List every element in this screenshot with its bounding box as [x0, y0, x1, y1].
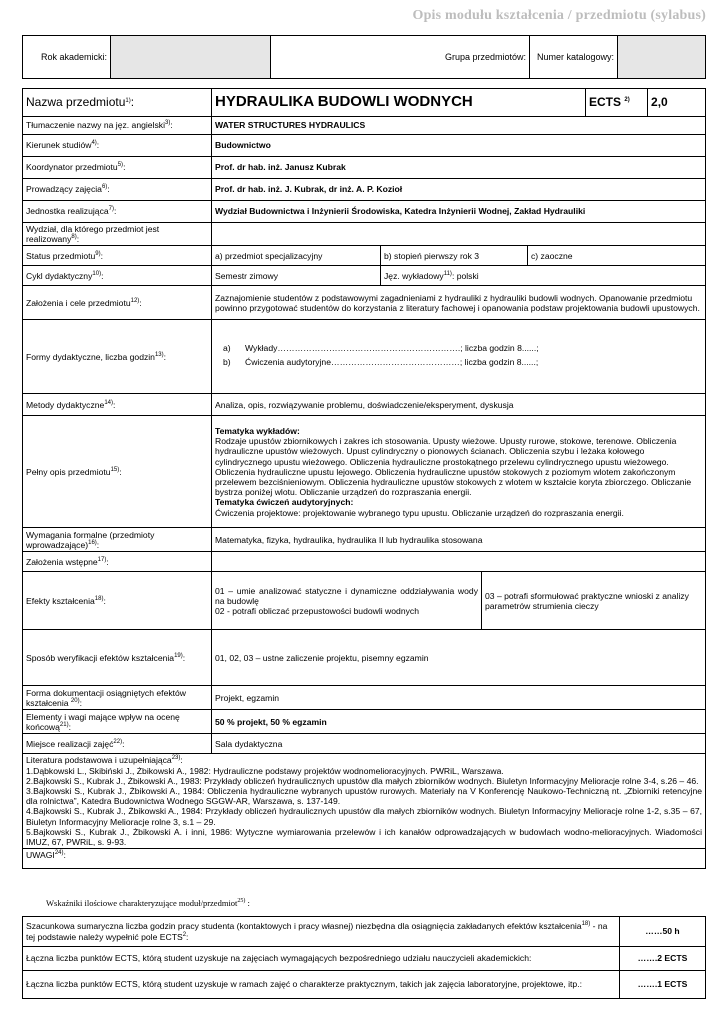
- opis-wyklady-heading: Tematyka wykładów:: [215, 425, 300, 436]
- nazwa-przedmiotu-label: Nazwa przedmiotu$^{1)}$:: [23, 89, 212, 117]
- efekty-left: 01 – umie analizować statyczne i dynamiczne oddziaływania wody na budowlę 02 - potrafi obliczać przepustowości budowli wodnych: [212, 572, 482, 630]
- efekty-right: 03 – potrafi sformułować praktyczne wnioski z analizy parametrów strumienia cieczy: [482, 572, 706, 630]
- wskaznik-godziny-value: ……50 h: [620, 917, 706, 947]
- ects-value: 2,0: [648, 89, 706, 117]
- opis-cwiczenia-heading: Tematyka ćwiczeń audytoryjnych:: [215, 497, 354, 508]
- literatura-item: 5.Bajkowski S., Kubrak J., Żbikowski A. i inni, 1986: Wytyczne wymiarowania przelewów i ich kanałów odprowadzających w budowlach wodno-melioracyjnych. Wiadomości IMUZ, 67, PWRiL, s. 9-93.: [26, 826, 703, 848]
- status-a: a) przedmiot specjalizacyjny: [212, 246, 381, 266]
- literatura-item: 1.Dąbkowski L., Skibiński J., Żbikowski A., 1982: Hydrauliczne podstawy projektów wodnomelioracyjnych. PWRiL, Warszawa.: [26, 765, 504, 776]
- forma-value: Projekt, egzamin: [212, 686, 706, 710]
- wymagania-label: Wymagania formalne (przedmioty wprowadzające)$^{16)}$:: [23, 528, 212, 552]
- wskaznik-ects-praktyczne-value: …….1 ECTS: [620, 971, 706, 999]
- status-label: Status przedmiotu$^{9)}$:: [23, 246, 212, 266]
- zalozenia-value: Zaznajomienie studentów z podstawowymi zagadnieniami z hydrauliki z hydrauliki budowli wodnych. Opanowanie przedmiotu powinno przygotować studentów do korzystania z literatury fachowej i opanowania podstaw projektowania budowli upustowych.: [212, 286, 706, 320]
- grupa-przedmiotow-label: Grupa przedmiotów:: [271, 36, 530, 79]
- tlumaczenie-value: WATER STRUCTURES HYDRAULICS: [212, 117, 706, 135]
- rok-akademicki-label: Rok akademicki:: [23, 36, 111, 79]
- rok-akademicki-field[interactable]: [111, 36, 271, 79]
- literatura-label: Literatura podstawowa i uzupełniająca$^{23)}$:: [26, 755, 183, 766]
- koordynator-label: Koordynator przedmiotu$^{5)}$:: [23, 157, 212, 179]
- elementy-label: Elementy i wagi mające wpływ na ocenę końcową$^{21)}$:: [23, 710, 212, 734]
- formy-item-cwiczenia: b) Ćwiczenia audytoryjne………………………………………; liczba godzin 8......;: [223, 356, 539, 367]
- prowadzacy-label: Prowadzący zajęcia$^{6)}$:: [23, 179, 212, 201]
- sposob-label: Sposób weryfikacji efektów kształcenia$^{19)}$:: [23, 630, 212, 686]
- syllabus-table: [22, 88, 706, 869]
- document-header: Opis modułu kształcenia / przedmiotu (sylabus): [412, 8, 706, 23]
- ects-label: ECTS $^{2)}$: [586, 89, 648, 117]
- wydzial-value: [212, 223, 706, 246]
- jednostka-value: Wydział Budownictwa i Inżynierii Środowiska, Katedra Inżynierii Wodnej, Zakład Hydrauliki: [212, 201, 706, 223]
- numer-katalogowy-label: Numer katalogowy:: [530, 36, 618, 79]
- formy-label: Formy dydaktyczne, liczba godzin$^{13)}$:: [23, 320, 212, 394]
- zalozenia-label: Założenia i cele przedmiotu$^{12)}$:: [23, 286, 212, 320]
- wymagania-value: Matematyka, fizyka, hydraulika, hydraulika II lub hydraulika stosowana: [212, 528, 706, 552]
- literatura-item: 4.Bajkowski S., Kubrak J., Żbikowski A., 1984: Przykłady obliczeń hydraulicznych upustów dla małych zbiorników wodnych. Biuletyn Informacyjny Melioracje rolne 1-2, s.35 – 67, Biuletyn Informacyjny Melioracje rolne 3, s.1 – 29.: [26, 806, 703, 827]
- wskazniki-table: [22, 916, 706, 999]
- cykl-label: Cykl dydaktyczny$^{10)}$:: [23, 266, 212, 286]
- wskaznik-ects-praktyczne-label: Łączna liczba punktów ECTS, którą student uzyskuje w ramach zajęć o charakterze praktycznym, takich jak zajęcia laboratoryjne, projektowe, itp.:: [23, 971, 620, 999]
- zalozenia-wstepne-label: Założenia wstępne$^{17)}$:: [23, 552, 212, 572]
- elementy-value: 50 % projekt, 50 % egzamin: [212, 710, 706, 734]
- wydzial-label: Wydział, dla którego przedmiot jest realizowany$^{8)}$:: [23, 223, 212, 246]
- miejsce-label: Miejsce realizacji zajęć$^{22)}$:: [23, 734, 212, 754]
- opis-cwiczenia-text: Ćwiczenia projektowe: projektowanie wybranego typu upustu. Obliczanie urządzeń do rozpraszania energii.: [215, 507, 624, 518]
- metody-label: Metody dydaktyczne$^{14)}$:: [23, 394, 212, 416]
- literatura-item: 3.Bajkowski S., Kubrak J., Żbikowski A., 1984: Obliczenia hydrauliczne wybranych upustów rurowych. Materiały na V Konferencję Naukowo-Techniczną nt. „Zbiorniki retencyjne dla rolnictwa”, Katedra Budownictwa Wodnego SGGW-AR, Warszawa, s. 137-149.: [26, 786, 703, 807]
- metody-value: Analiza, opis, rozwiązywanie problemu, doświadczenie/eksperyment, dyskusja: [212, 394, 706, 416]
- opis-wyklady-text: Rodzaje upustów zbiornikowych i zakres ich stosowania. Upusty wieżowe. Upusty rurowe, stokowe, terenowe. Obliczenia hydrauliczne upustów wieżowych. Upust cylindryczny o pionowych ścianach. Obliczenia szybu i leżaka kołowego cylindrycznego upustu wieżowego. Obliczenia hydrauliczne prostokątnego przelewu cylindrycznego upustu wieżowego. Obliczenia hydrauliczne upustu lejowego. Obliczenia hydrauliczne upustów stokowych z poziomym wlotem zakończonym przelewem bezciśnieniowym. Obliczenia hydrauliczne upustów stokowych z wlotem w kształcie koryta zbiorczego. Obliczanie bystrza poniżej wlotu. Obliczanie urządzeń do rozpraszania energii.: [215, 436, 692, 498]
- wskaznik-godziny-label: Szacunkowa sumaryczna liczba godzin pracy studenta (kontaktowych i pracy własnej) niezbędna dla osiągnięcia zakładanych efektów kształcenia$^{18)}$ - na tej podstawie należy wypełnić pole ECTS$^2$:: [23, 917, 620, 947]
- opis-label: Pełny opis przedmiotu$^{15)}$:: [23, 416, 212, 528]
- status-b: b) stopień pierwszy rok 3: [381, 246, 528, 266]
- formy-value: [212, 320, 706, 394]
- opis-value: [212, 416, 706, 528]
- literatura-cell: [23, 754, 706, 849]
- status-c: c) zaoczne: [528, 246, 706, 266]
- wskaznik-ects-kontakt-label: Łączna liczba punktów ECTS, którą student uzyskuje na zajęciach wymagających bezpośredniego udziału nauczycieli akademickich:: [23, 947, 620, 971]
- wskaznik-ects-kontakt-value: …….2 ECTS: [620, 947, 706, 971]
- literatura-item: 2.Bajkowski S., Kubrak J., Żbikowski A., 1983: Przykłady obliczeń hydraulicznych upustów dla małych zbiorników wodnych. Biuletyn Informacyjny Melioracje rolne 3-4, s.26 – 46.: [26, 775, 699, 786]
- jezyk-wykladowy: Jęz. wykładowy$^{11)}$: polski: [381, 266, 706, 286]
- numer-katalogowy-field[interactable]: [618, 36, 706, 79]
- miejsce-value: Sala dydaktyczna: [212, 734, 706, 754]
- wskazniki-caption: Wskaźniki ilościowe charakteryzujące moduł/przedmiot$^{25)}$ :: [46, 898, 250, 908]
- jednostka-label: Jednostka realizująca$^{7)}$:: [23, 201, 212, 223]
- nazwa-przedmiotu-value: HYDRAULIKA BUDOWLI WODNYCH: [212, 89, 586, 117]
- prowadzacy-value: Prof. dr hab. inż. J. Kubrak, dr inż. A. P. Kozioł: [212, 179, 706, 201]
- uwagi-label: UWAGI: [26, 850, 55, 861]
- sposob-value: 01, 02, 03 – ustne zaliczenie projektu, pisemny egzamin: [212, 630, 706, 686]
- cykl-value: Semestr zimowy: [212, 266, 381, 286]
- zalozenia-wstepne-value: [212, 552, 706, 572]
- kierunek-label: Kierunek studiów$^{4)}$:: [23, 135, 212, 157]
- tlumaczenie-label: Tłumaczenie nazwy na jęz. angielski$^{3)}$:: [23, 117, 212, 135]
- formy-item-wyklady: a) Wykłady……………………………………………………….; liczba godzin 8......;: [223, 342, 539, 353]
- forma-label: Forma dokumentacji osiągniętych efektów kształcenia $^{20)}$:: [23, 686, 212, 710]
- koordynator-value: Prof. dr hab. inż. Janusz Kubrak: [212, 157, 706, 179]
- efekty-label: Efekty kształcenia$^{18)}$:: [23, 572, 212, 630]
- uwagi-cell: UWAGI$^{24)}$:: [23, 849, 706, 869]
- kierunek-value: Budownictwo: [212, 135, 706, 157]
- top-info-table: [22, 35, 706, 79]
